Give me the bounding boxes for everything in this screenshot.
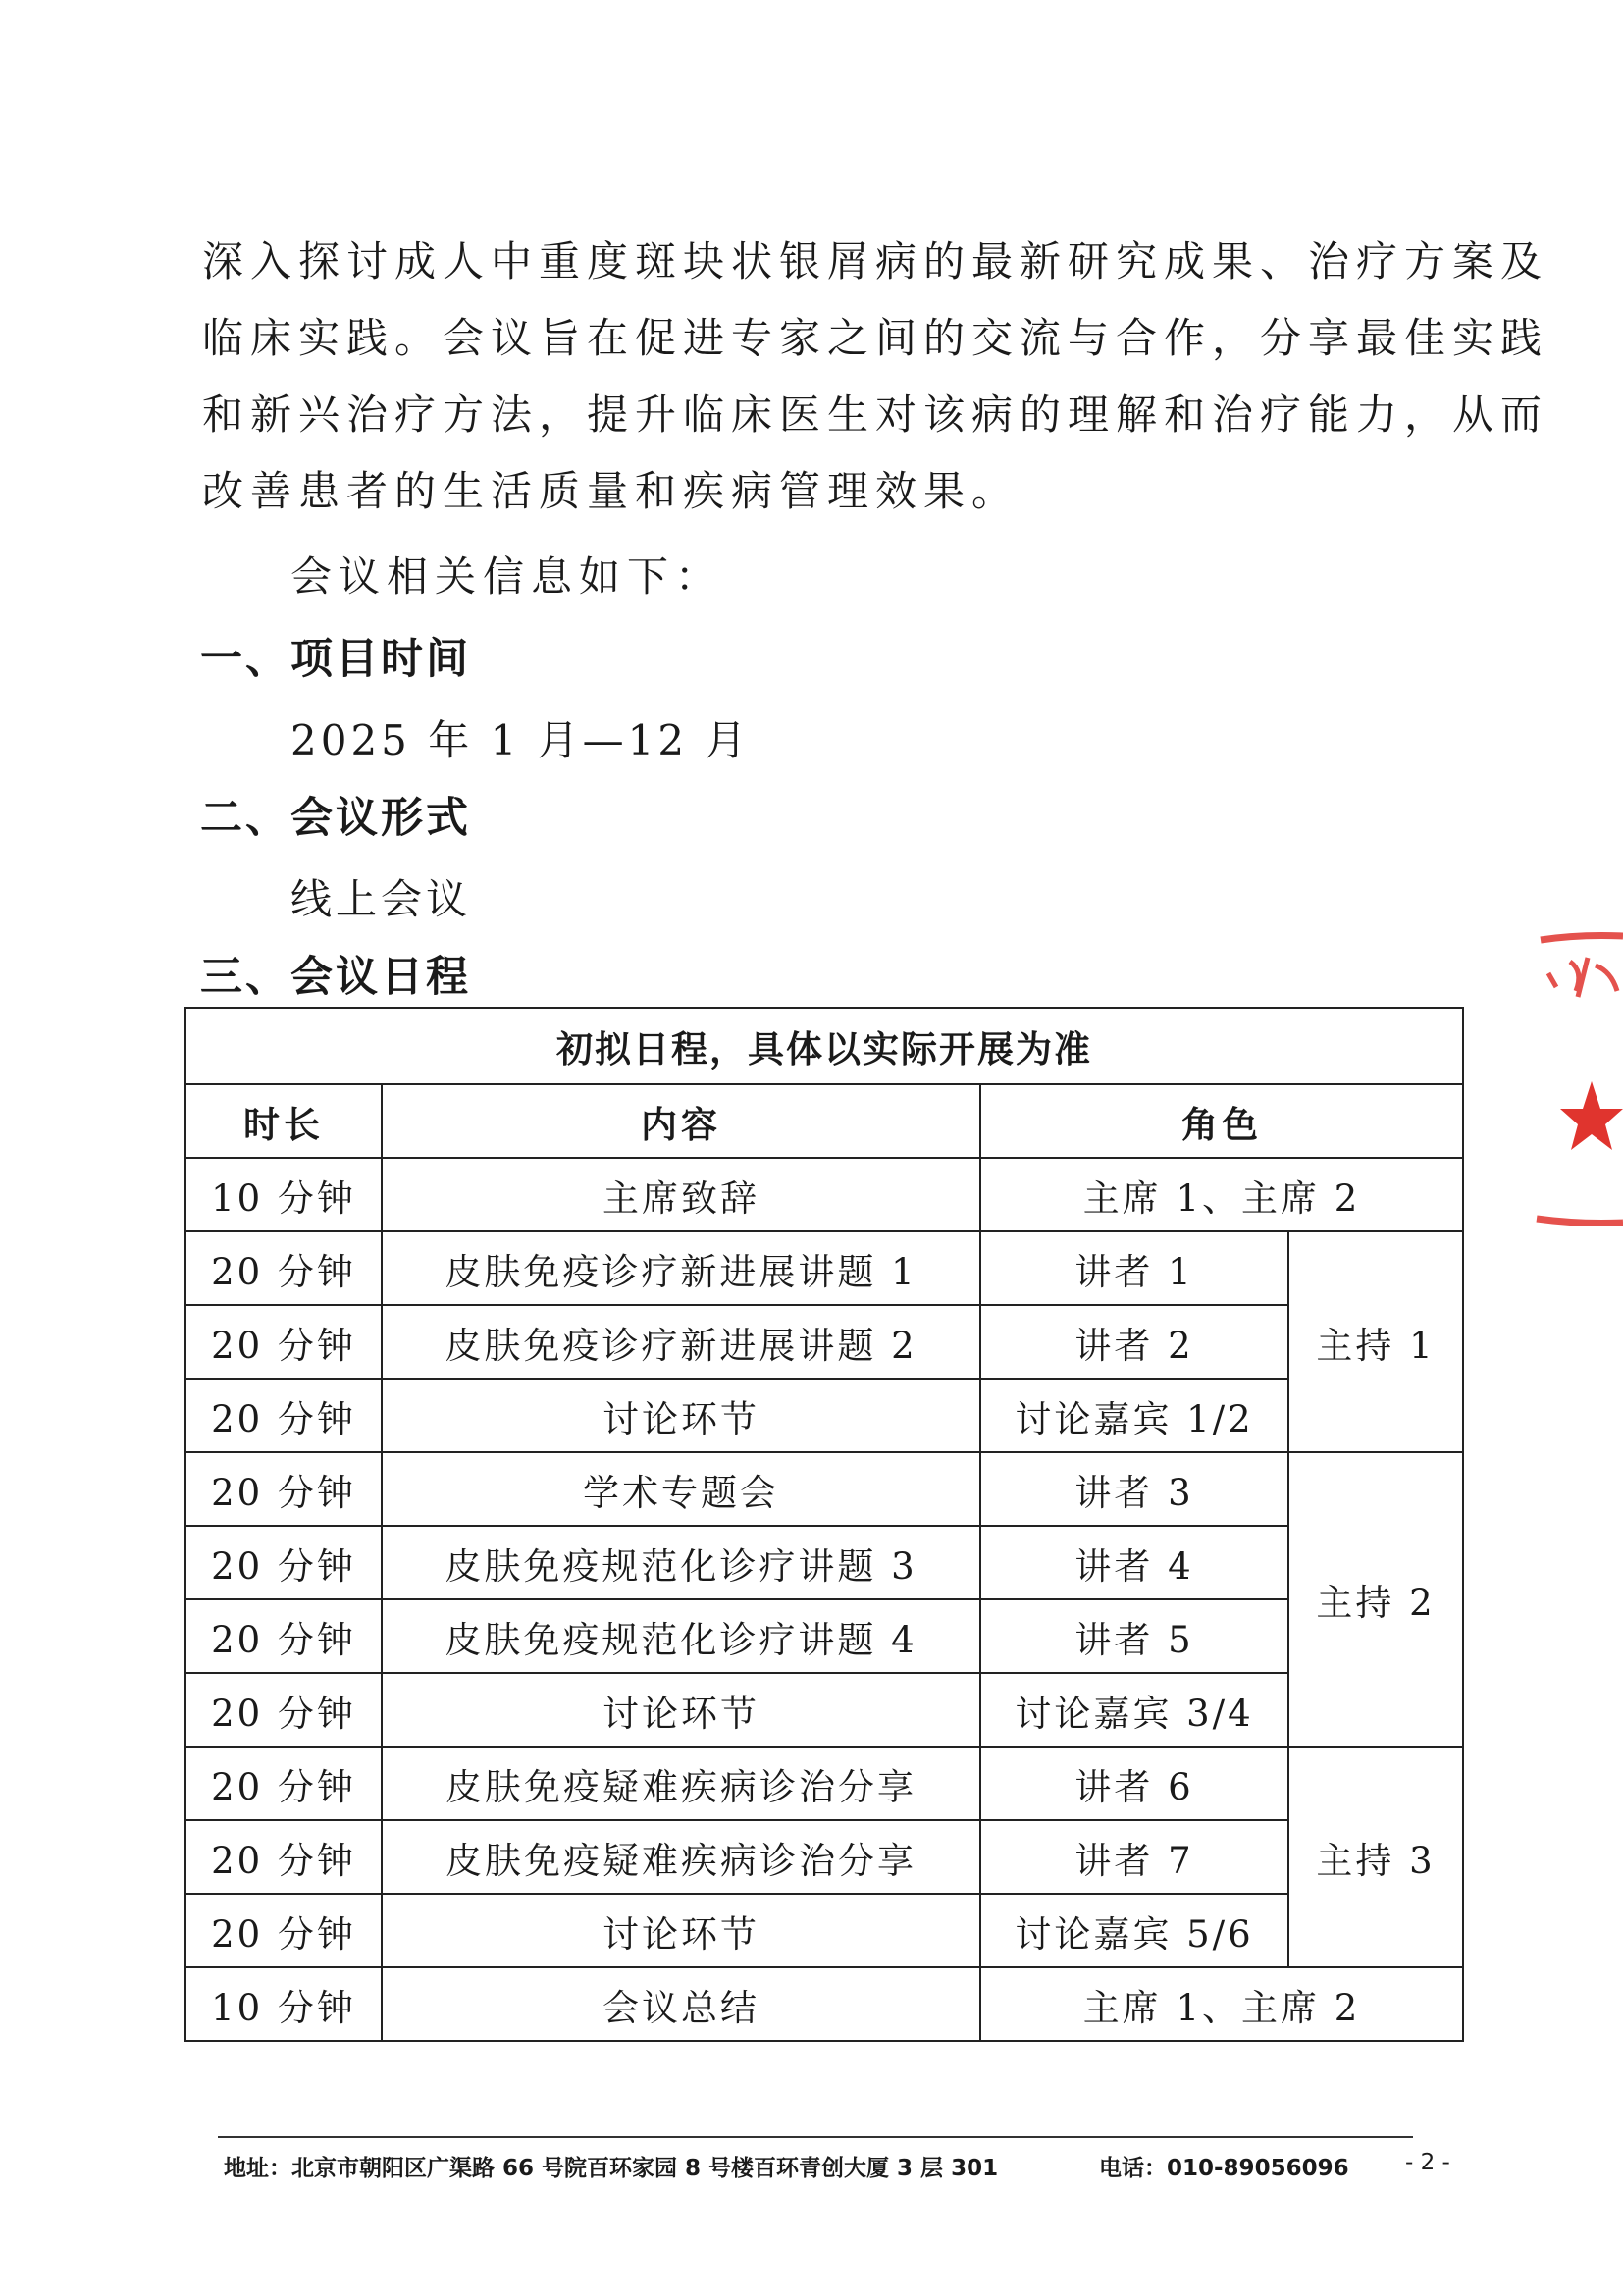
role-cell: 讨论嘉宾 3/4 <box>980 1673 1288 1747</box>
official-seal <box>1531 922 1623 1256</box>
body-line: 改善患者的生活质量和疾病管理效果。 <box>202 467 1021 515</box>
section-heading-schedule: 三、会议日程 <box>200 953 471 1002</box>
body-paragraph <box>202 224 1549 530</box>
duration-cell: 20 分钟 <box>185 1747 382 1820</box>
duration-cell: 20 分钟 <box>185 1526 382 1599</box>
footer-phone: 电话：010-89056096 <box>1099 2156 1349 2181</box>
content-cell: 讨论环节 <box>382 1894 980 1967</box>
table-row <box>185 1231 1463 1305</box>
role-cell: 讨论嘉宾 5/6 <box>980 1894 1288 1967</box>
duration-cell: 20 分钟 <box>185 1599 382 1673</box>
table-row <box>185 1379 1463 1452</box>
role-cell: 讲者 3 <box>980 1452 1288 1526</box>
role-cell: 讲者 6 <box>980 1747 1288 1820</box>
role-cell: 主席 1、主席 2 <box>980 1158 1463 1231</box>
page-number: - 2 - <box>1405 2150 1450 2175</box>
duration-cell: 20 分钟 <box>185 1820 382 1894</box>
column-header-role: 角色 <box>980 1084 1463 1158</box>
content-cell: 讨论环节 <box>382 1673 980 1747</box>
host-cell: 主持 2 <box>1288 1452 1463 1747</box>
content-cell: 学术专题会 <box>382 1452 980 1526</box>
table-row <box>185 1452 1463 1526</box>
table-row <box>185 1967 1463 2041</box>
role-cell: 讲者 4 <box>980 1526 1288 1599</box>
table-row <box>185 1158 1463 1231</box>
content-cell: 主席致辞 <box>382 1158 980 1231</box>
table-row <box>185 1526 1463 1599</box>
body-line: 和新兴治疗方法，提升临床医生对该病的理解和治疗能力，从而 <box>202 391 1549 439</box>
project-time-value: 2025 年 1 月—12 月 <box>290 716 751 764</box>
duration-cell: 10 分钟 <box>185 1158 382 1231</box>
content-cell: 讨论环节 <box>382 1379 980 1452</box>
content-cell: 皮肤免疫诊疗新进展讲题 1 <box>382 1231 980 1305</box>
role-cell: 讲者 5 <box>980 1599 1288 1673</box>
body-line: 临床实践。会议旨在促进专家之间的交流与合作，分享最佳实践 <box>202 314 1549 362</box>
intro-text: 会议相关信息如下： <box>290 552 724 600</box>
seal-lettering-fragment <box>1548 958 1617 997</box>
table-caption: 初拟日程，具体以实际开展为准 <box>185 1008 1463 1084</box>
table-row <box>185 1820 1463 1894</box>
role-cell: 讲者 2 <box>980 1305 1288 1379</box>
content-cell: 皮肤免疫疑难疾病诊治分享 <box>382 1747 980 1820</box>
column-header-duration: 时长 <box>185 1084 382 1158</box>
role-cell: 讲者 7 <box>980 1820 1288 1894</box>
table-row <box>185 1305 1463 1379</box>
role-cell: 讲者 1 <box>980 1231 1288 1305</box>
table-row <box>185 1673 1463 1747</box>
seal-graphic <box>1531 922 1623 1256</box>
content-cell: 皮肤免疫规范化诊疗讲题 4 <box>382 1599 980 1673</box>
duration-cell: 20 分钟 <box>185 1379 382 1452</box>
duration-cell: 20 分钟 <box>185 1673 382 1747</box>
section-heading-time: 一、项目时间 <box>200 635 471 684</box>
table-row <box>185 1894 1463 1967</box>
section-heading-format: 二、会议形式 <box>200 794 471 843</box>
table-header-row <box>185 1084 1463 1158</box>
table-row <box>185 1599 1463 1673</box>
content-cell: 会议总结 <box>382 1967 980 2041</box>
role-cell: 讨论嘉宾 1/2 <box>980 1379 1288 1452</box>
content-cell: 皮肤免疫疑难疾病诊治分享 <box>382 1820 980 1894</box>
content-cell: 皮肤免疫诊疗新进展讲题 2 <box>382 1305 980 1379</box>
host-cell: 主持 3 <box>1288 1747 1463 1967</box>
footer-divider <box>218 2136 1413 2138</box>
meeting-format-value: 线上会议 <box>290 875 472 923</box>
duration-cell: 20 分钟 <box>185 1894 382 1967</box>
role-cell: 主席 1、主席 2 <box>980 1967 1463 2041</box>
host-cell: 主持 1 <box>1288 1231 1463 1452</box>
body-line: 深入探讨成人中重度斑块状银屑病的最新研究成果、治疗方案及 <box>202 237 1549 286</box>
seal-arc-bottom <box>1537 1219 1623 1224</box>
table-caption-row <box>185 1008 1463 1084</box>
duration-cell: 20 分钟 <box>185 1231 382 1305</box>
column-header-content: 内容 <box>382 1084 980 1158</box>
seal-arc-top <box>1541 936 1623 941</box>
seal-star-icon <box>1560 1081 1623 1150</box>
duration-cell: 20 分钟 <box>185 1305 382 1379</box>
content-cell: 皮肤免疫规范化诊疗讲题 3 <box>382 1526 980 1599</box>
table-row <box>185 1747 1463 1820</box>
duration-cell: 20 分钟 <box>185 1452 382 1526</box>
schedule-table <box>184 1007 1464 2042</box>
duration-cell: 10 分钟 <box>185 1967 382 2041</box>
footer-address: 地址：北京市朝阳区广渠路 66 号院百环家园 8 号楼百环青创大厦 3 层 301 <box>224 2156 999 2181</box>
